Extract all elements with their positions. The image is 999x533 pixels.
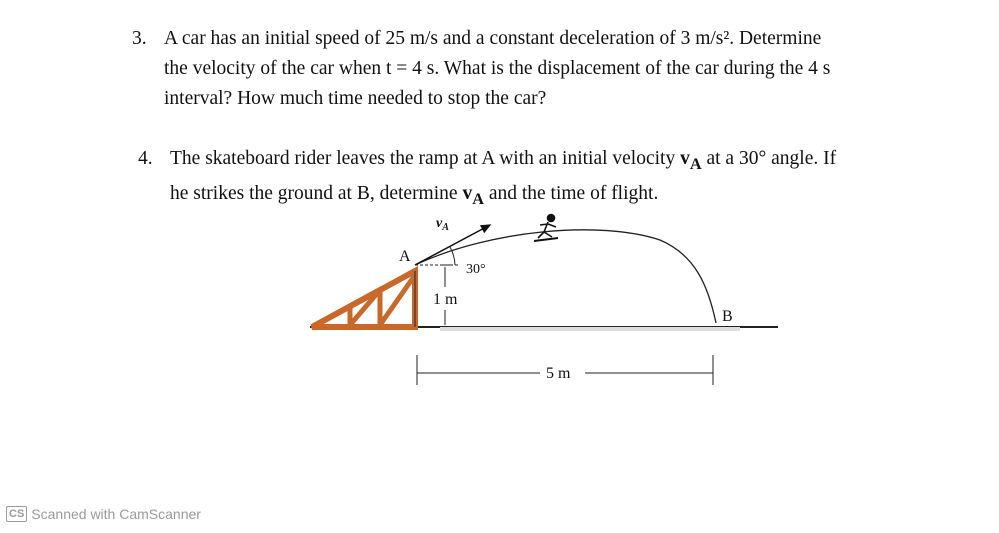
problem-4-text-1a: The skateboard rider leaves the ramp at A with an initial velocity: [170, 148, 681, 169]
problem-4: [138, 144, 836, 214]
label-angle: 30°: [466, 262, 486, 277]
problem-4-number: 4.: [138, 148, 153, 169]
label-b: B: [722, 308, 733, 325]
problem-3: [132, 24, 830, 114]
problem-3-number: 3.: [132, 28, 147, 49]
velocity-arrow: [415, 225, 490, 265]
velocity-symbol-2: v: [462, 182, 473, 204]
label-a: A: [399, 248, 411, 265]
footer-text: Scanned with CamScanner: [31, 506, 201, 522]
camscanner-logo-icon: CS: [6, 506, 27, 522]
velocity-subscript: A: [689, 154, 702, 173]
scanner-footer: [6, 506, 201, 522]
problem-4-text-1b: at a 30° angle. If: [701, 148, 837, 169]
ground-texture: [440, 327, 740, 331]
label-distance: 5 m: [546, 365, 571, 382]
problem-3-line-3: interval? How much time needed to stop the car?: [164, 88, 547, 109]
problem-4-line-1: [138, 144, 836, 179]
problem-3-line-1: [132, 24, 830, 54]
skateboarder-icon: [534, 215, 558, 242]
problem-4-text-2b: and the time of flight.: [483, 182, 659, 204]
problem-3-line-2: the velocity of the car when t = 4 s. What is the displacement of the car during the 4 s: [164, 58, 831, 79]
label-height: 1 m: [433, 291, 458, 308]
label-va: $v_A$: [436, 216, 449, 233]
trajectory-arc: [415, 230, 716, 323]
velocity-subscript-2: A: [472, 189, 484, 208]
ramp-truss: [312, 271, 415, 327]
problem-3-text-1: A car has an initial speed of 25 m/s and a constant deceleration of 3 m/s². Determine: [164, 28, 822, 49]
velocity-symbol: v: [680, 148, 690, 169]
skateboard-figure: [300, 205, 800, 395]
problem-4-text-2a: he strikes the ground at B, determine: [170, 182, 463, 204]
